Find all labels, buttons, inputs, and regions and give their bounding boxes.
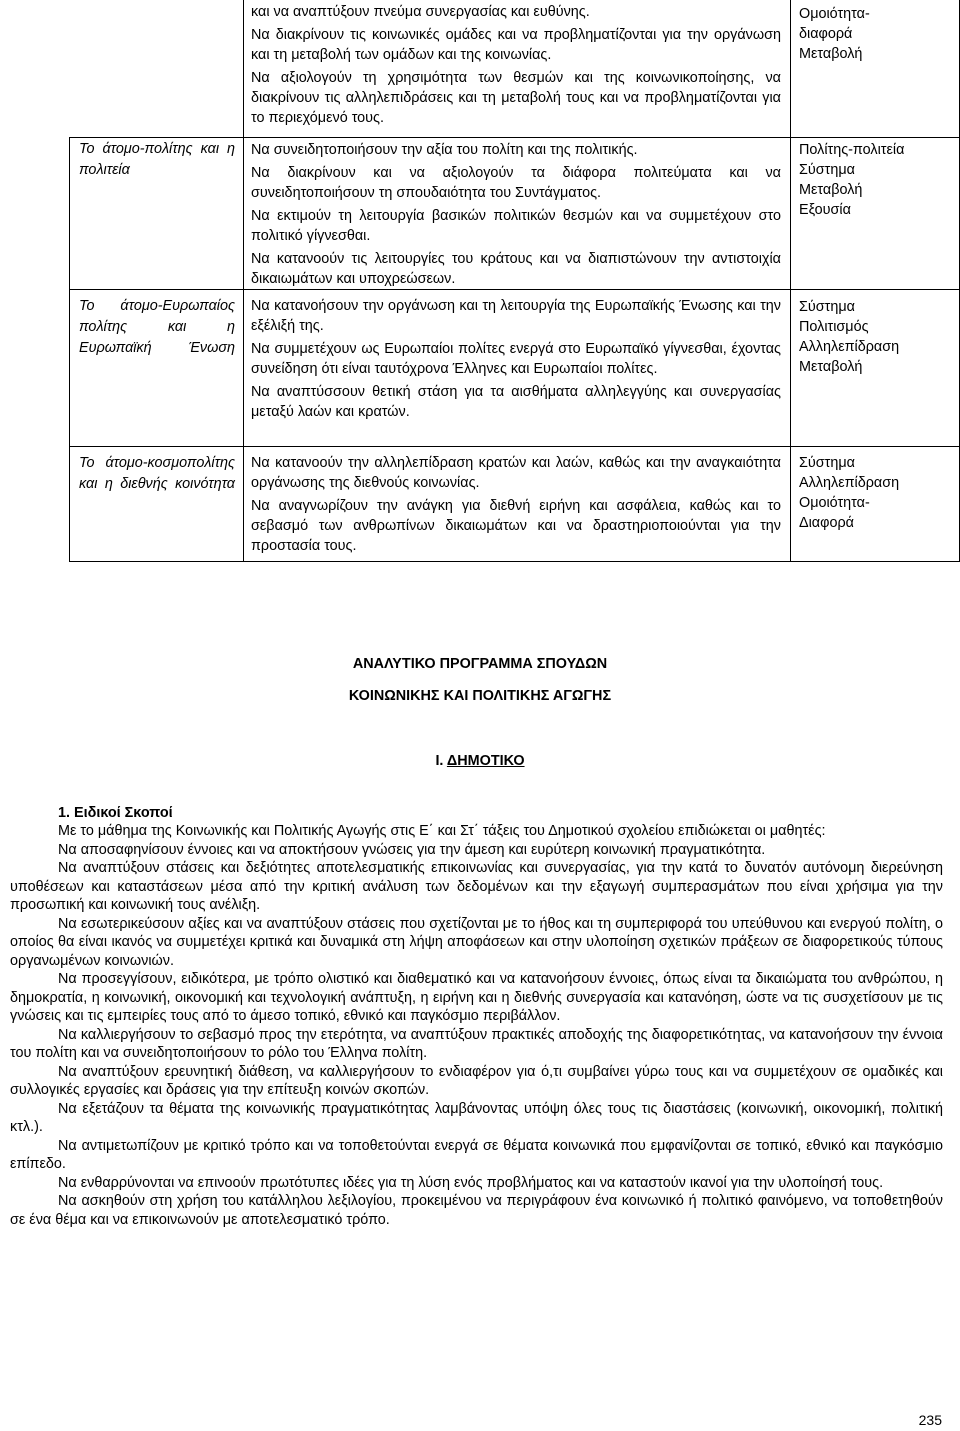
concept-item: Διαφορά — [799, 515, 854, 531]
heading-level — [0, 751, 960, 771]
special-aims-section — [10, 804, 943, 1229]
unit-title-cosmopolitan: Το άτομο-κοσμοπολίτης και η διεθνής κοινότητα — [79, 455, 235, 492]
concept-item: Πολιτισμός — [799, 319, 869, 335]
section-paragraph: Να αποσαφηνίσουν έννοιες και να αποκτήσουν γνώσεις για την άμεση και ευρύτερη κοινωνική πραγματικότητα. — [58, 841, 766, 858]
section-paragraph: Να ενθαρρύνονται να επινοούν πρωτότυπες ιδέες για τη λύση ενός προβλήματος και να καταστούν ικανοί για την υλοποίησή τους. — [58, 1174, 884, 1191]
section-paragraph: Να αναπτύξουν ερευνητική διάθεση, να καλλιεργήσουν το ενδιαφέρον για ό,τι συμβαίνει γύρω τους και να συμμετέχουν σε ομαδικές και συλλογικές εργασίες και δράσεις για την επίτευξη κοινών σκοπών. — [10, 1063, 943, 1098]
objective-item: Να αναπτύσσουν θετική στάση για τα αισθήματα αλληλεγγύης και συνεργασίας μεταξύ λαών και κρατών. — [251, 384, 781, 420]
section-paragraph: Να προσεγγίσουν, ειδικότερα, με τρόπο ολιστικό και διαθεματικό και να κατανοήσουν έννοιες, όπως είναι τα δικαιώματα του ανθρώπου, η δημοκρατία, η κοινωνική, οικονομική και τεχνολογική ανάπτυξη, η ειρήνη και η διεθνής συνεργασία και κατανόηση, ώστε να τις συσχετίσουν με τις γνώσεις και τις εμπειρίες τους από το άμεσο τοπικό, εθνικό και παγκόσμιο περιβάλλον. — [10, 971, 943, 1024]
section-paragraph: Να αναπτύξουν στάσεις και δεξιότητες αποτελεσματικής επικοινωνίας και συνεργασίας, για την κατά το δυνατόν αυτόνομη διερεύνηση υποθέσεων και καταστάσεων μέσα από την κριτική ανάλυση των δεδομένων και την εξαγωγή συμπερασμάτων που είναι χρήσιμα για την προσωπική και κοινωνική τους ανέλιξη. — [10, 860, 943, 913]
objective-item: Να αναγνωρίζουν την ανάγκη για διεθνή ειρήνη και ασφάλεια, καθώς και το σεβασμό των ανθρωπίνων δικαιωμάτων και να δραστηριοποιούνται για την προστασία τους. — [251, 498, 781, 554]
objective-item: Να κατανοούν την αλληλεπίδραση κρατών και λαών, καθώς και την αναγκαιότητα οργάνωσης της διεθνούς κοινωνίας. — [251, 455, 781, 491]
concept-item: Σύστημα — [799, 162, 855, 178]
objective-item: Να κατανοήσουν την οργάνωση και τη λειτουργία της Ευρωπαϊκής Ένωσης και την εξέλιξή της. — [251, 298, 781, 334]
objective-item: Να συνειδητοποιήσουν την αξία του πολίτη και της πολιτικής. — [251, 142, 638, 158]
unit-title-european-citizen: Το άτομο-Ευρωπαίος πολίτης και η Ευρωπαϊκή Ένωση — [79, 298, 235, 356]
row-divider-3 — [69, 446, 960, 447]
section-paragraph: Να ασκηθούν στη χρήση του κατάλληλου λεξιλογίου, προκειμένου να περιγράφουν ένα κοινωνικό ή πολιτικό φαινόμενο, να τοποθετηθούν σε ένα θέμα και να επικοινωνούν με αποτελεσματικό τρόπο. — [10, 1193, 943, 1228]
concept-item: Αλληλεπίδραση — [799, 339, 900, 355]
table-divider-1 — [243, 0, 244, 562]
curriculum-table — [69, 0, 960, 562]
concept-item: Πολίτης-πολιτεία — [799, 142, 905, 158]
objectives-cell — [251, 296, 781, 425]
objectives-cell — [251, 453, 781, 559]
concept-item: διαφορά — [799, 26, 853, 42]
concepts-cell — [799, 4, 954, 64]
heading-subject: ΚΟΙΝΩΝΙΚΗΣ ΚΑΙ ΠΟΛΙΤΙΚΗΣ ΑΓΩΓΗΣ — [348, 688, 612, 704]
page-number: 235 — [918, 1412, 942, 1428]
section-paragraph: Με το μάθημα της Κοινωνικής και Πολιτικής Αγωγής στις Ε΄ και Στ΄ τάξεις του Δημοτικού σχολείου επιδιώκεται οι μαθητές: — [58, 823, 826, 839]
objectives-cell — [251, 140, 781, 292]
concept-item: Σύστημα — [799, 299, 855, 315]
concept-item: Εξουσία — [799, 202, 851, 218]
concept-item: Ομοιότητα- — [799, 495, 870, 511]
concepts-cell — [799, 140, 954, 220]
concept-item: Μεταβολή — [799, 182, 863, 198]
objective-item: και να αναπτύξουν πνεύμα συνεργασίας και ευθύνης. — [251, 4, 590, 20]
heading-level-name: ΔΗΜΟΤΙΚΟ — [446, 753, 525, 769]
concept-item: Ομοιότητα- — [799, 6, 870, 22]
objective-item: Να αξιολογούν τη χρησιμότητα των θεσμών και της κοινωνικοποίησης, να διακρίνουν τις αλληλεπιδράσεις και τη μεταβολή τους και να προβληματίζονται για το περιεχόμενό τους. — [251, 70, 781, 126]
heading-level-prefix: Ι. — [435, 753, 447, 769]
objective-item: Να κατανοούν τις λειτουργίες του κράτους και να διαπιστώνουν την αντιστοιχία δικαιωμάτων και υποχρεώσεων. — [251, 251, 781, 287]
unit-title-citizen-state: Το άτομο-πολίτης και η πολιτεία — [79, 141, 235, 178]
table-divider-2 — [790, 0, 791, 562]
concept-item: Μεταβολή — [799, 359, 863, 375]
section-paragraph: Να εξετάζουν τα θέματα της κοινωνικής πραγματικότητας λαμβάνοντας υπόψη όλες τους τις διαστάσεις (κοινωνική, οικονομική, πολιτική κτλ.). — [10, 1100, 943, 1135]
objective-item: Να εκτιμούν τη λειτουργία βασικών πολιτικών θεσμών και να συμμετέχουν στο πολιτικό γίγνεσθαι. — [251, 208, 781, 244]
row-divider-1 — [69, 137, 960, 138]
concept-item: Μεταβολή — [799, 46, 863, 62]
concepts-cell — [799, 453, 954, 533]
table-border-bottom — [69, 561, 960, 562]
objectives-cell-continued — [251, 2, 781, 131]
concept-item: Αλληλεπίδραση — [799, 475, 900, 491]
table-border-left — [69, 137, 70, 562]
concepts-cell — [799, 297, 954, 377]
heading-program: ΑΝΑΛΥΤΙΚΟ ΠΡΟΓΡΑΜΜΑ ΣΠΟΥΔΩΝ — [352, 656, 608, 672]
objective-item: Να συμμετέχουν ως Ευρωπαίοι πολίτες ενεργά στο Ευρωπαϊκό γίγνεσθαι, έχοντας συνείδηση ότι είναι ταυτόχρονα Έλληνες και Ευρωπαίοι πολίτες. — [251, 341, 781, 377]
objective-item: Να διακρίνουν και να αξιολογούν τα διάφορα πολιτεύματα και να συνειδητοποιήσουν τη σπουδαιότητα του Συντάγματος. — [251, 165, 781, 201]
section-paragraph: Να εσωτερικεύσουν αξίες και να αναπτύξουν στάσεις που σχετίζονται με το ήθος και τη συμπεριφορά του υπεύθυνου και ενεργού πολίτη, ο οποίος θα είναι ικανός να συμμετέχει κριτικά και δυναμικά στη λήψη αποφάσεων και στην υλοποίηση σχετικών πράξεων σε διαφορετικούς τύπους οργανωμένων κοινωνιών. — [10, 915, 943, 969]
objective-item: Να διακρίνουν τις κοινωνικές ομάδες και να προβληματίζονται για την οργάνωση και τη μεταβολή των ομάδων και της κοινωνίας. — [251, 27, 781, 63]
section-paragraph: Να καλλιεργήσουν το σεβασμό προς την ετερότητα, να αναπτύξουν πρακτικές αποδοχής της διαφορετικότητας, να κατανοήσουν την έννοια του πολίτη και να συνειδητοποιήσουν το ρόλο του Έλληνα πολίτη. — [10, 1026, 943, 1061]
section-paragraph: Να αντιμετωπίζουν με κριτικό τρόπο και να τοποθετούνται ενεργά σε θέματα κοινωνικά που εμφανίζονται σε τοπικό, εθνικό και παγκόσμιο επίπεδο. — [10, 1137, 943, 1172]
section-title: 1. Ειδικοί Σκοποί — [58, 805, 173, 821]
concept-item: Σύστημα — [799, 455, 855, 471]
